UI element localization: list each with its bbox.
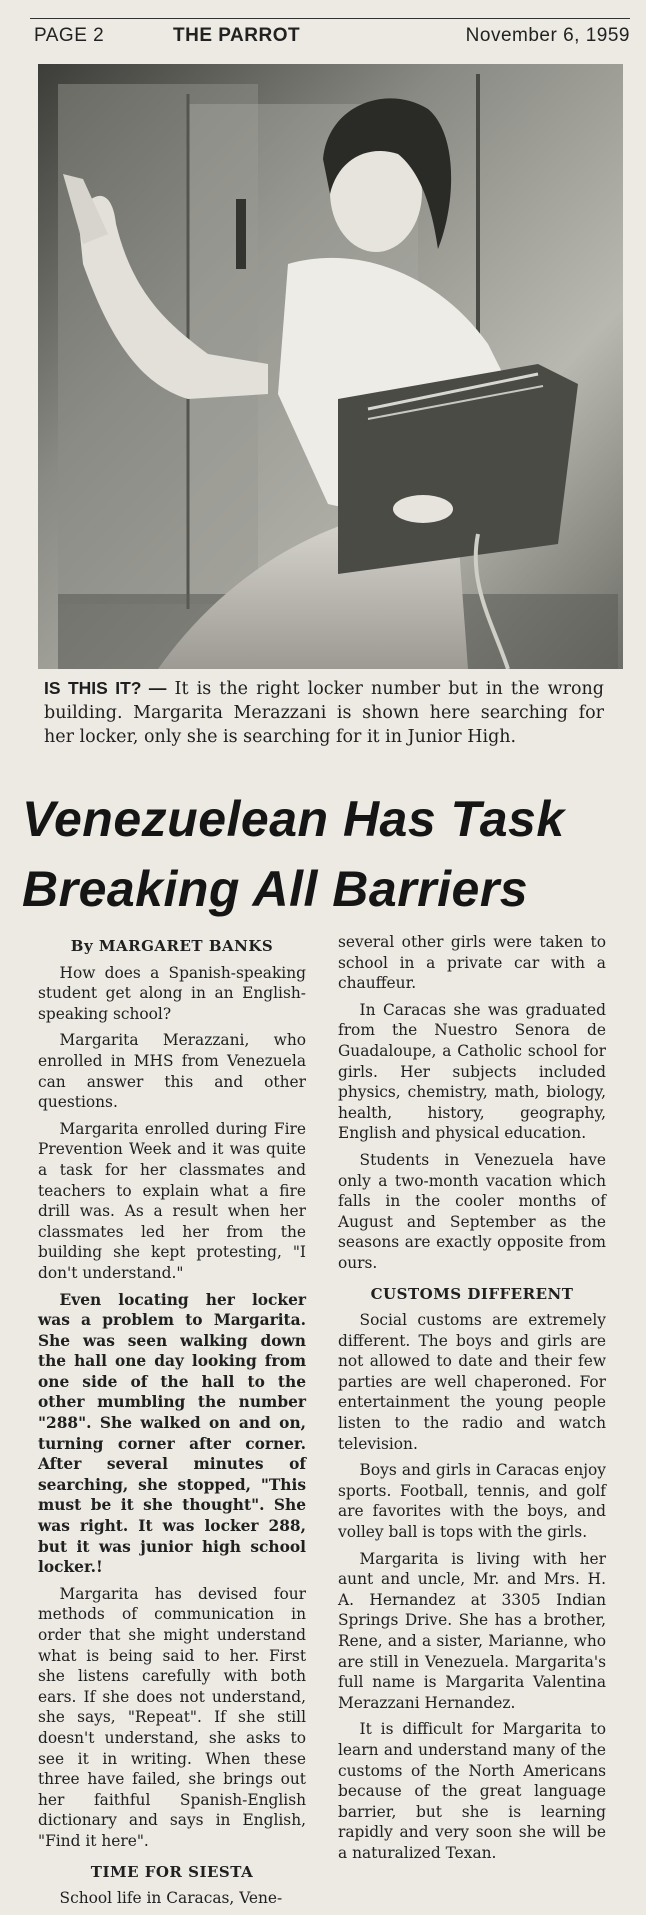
paragraph-bold: Even locating her locker was a problem to Margarita. She was seen walking down the hall one day looking from one side of the hall to the other mumbling the number "288". She walked on and on, turning corner after corner. After several minutes of searching, she stopped, "This must be it she thought". She was right. It was locker 288, but it was junior high school locker.! <box>38 1290 306 1577</box>
paragraph: School life in Caracas, Vene- <box>59 1889 283 1908</box>
issue-date: November 6, 1959 <box>465 25 630 46</box>
paragraph: Margarita is living with her aunt and uncle, Mr. and Mrs. H. A. Hernandez at 3305 Indian Springs Drive. She has a brother, Rene, and a sister, Marianne, who are still in Venezuela. Margarita's full name is Margarita Valentina Merazzani Hernandez. <box>338 1549 606 1712</box>
paragraph: Margarita enrolled during Fire Prevention Week and it was quite a task for her classmates and teachers to explain what a fire drill was. As a result when her classmates led her from the building she kept protesting, "I don't understand." <box>38 1119 306 1282</box>
headline-line-2: Breaking All Barriers <box>22 861 529 917</box>
paragraph: Margarita has devised four methods of communication in order that she might understand what is being said to her. First she listens carefully with both ears. If she does not understand, she says, "Repeat". If she still doesn't understand, she asks to see it in writing. When these three have failed, she brings out her faithful Spanish-English dictionary and says in English, "Find it here". <box>38 1584 306 1850</box>
subhead-customs-different: CUSTOMS DIFFERENT <box>370 1284 574 1303</box>
photo-caption <box>44 676 604 749</box>
subhead-time-for-siesta: TIME FOR SIESTA <box>90 1862 254 1881</box>
masthead <box>30 18 630 53</box>
paragraph: In Caracas she was graduated from the Nuestro Senora de Guadaloupe, a Catholic school for girls. Her subjects included physics, chemistry, math, biology, health, history, geography, English and physical education. <box>338 1000 606 1143</box>
paragraph: Social customs are extremely different. The boys and girls are not allowed to date and their few parties are well chaperoned. For entertainment the young people listen to the radio and watch television. <box>338 1311 606 1453</box>
paragraph: How does a Spanish-speaking student get along in an English-speaking school? <box>38 963 306 1023</box>
byline: By MARGARET BANKS <box>70 937 274 955</box>
page-number: PAGE 2 <box>34 25 105 46</box>
article-column-right <box>338 932 606 1870</box>
photo-illustration <box>38 64 623 669</box>
caption-lead: IS THIS IT? — <box>44 678 167 698</box>
paragraph: It is difficult for Margarita to learn and understand many of the customs of the North Americans because of the great language barrier, but she is learning rapidly and very soon she will be a naturalized Texan. <box>338 1720 606 1862</box>
paper-title: THE PARROT <box>173 25 301 46</box>
paragraph: Students in Venezuela have only a two-month vacation which falls in the cooler months of August and September as the seasons are exactly opposite from ours. <box>338 1150 606 1272</box>
paragraph: Boys and girls in Caracas enjoy sports. Football, tennis, and golf are favorites with the boys, and volley ball is tops with the girls. <box>338 1461 606 1542</box>
article-photo <box>38 64 623 669</box>
paragraph: Margarita Merazzani, who enrolled in MHS from Venezuela can answer this and other questions. <box>38 1031 306 1112</box>
paragraph-continued: several other girls were taken to school in a private car with a chauffeur. <box>338 933 606 993</box>
caption-text: It is the right locker number but in the wrong building. Margarita Merazzani is shown here searching for her locker, only she is searching for it in Junior High. <box>44 679 604 747</box>
article-headline <box>22 784 632 924</box>
article-column-left <box>38 932 306 1915</box>
headline-line-1: Venezuelean Has Task <box>22 791 565 847</box>
